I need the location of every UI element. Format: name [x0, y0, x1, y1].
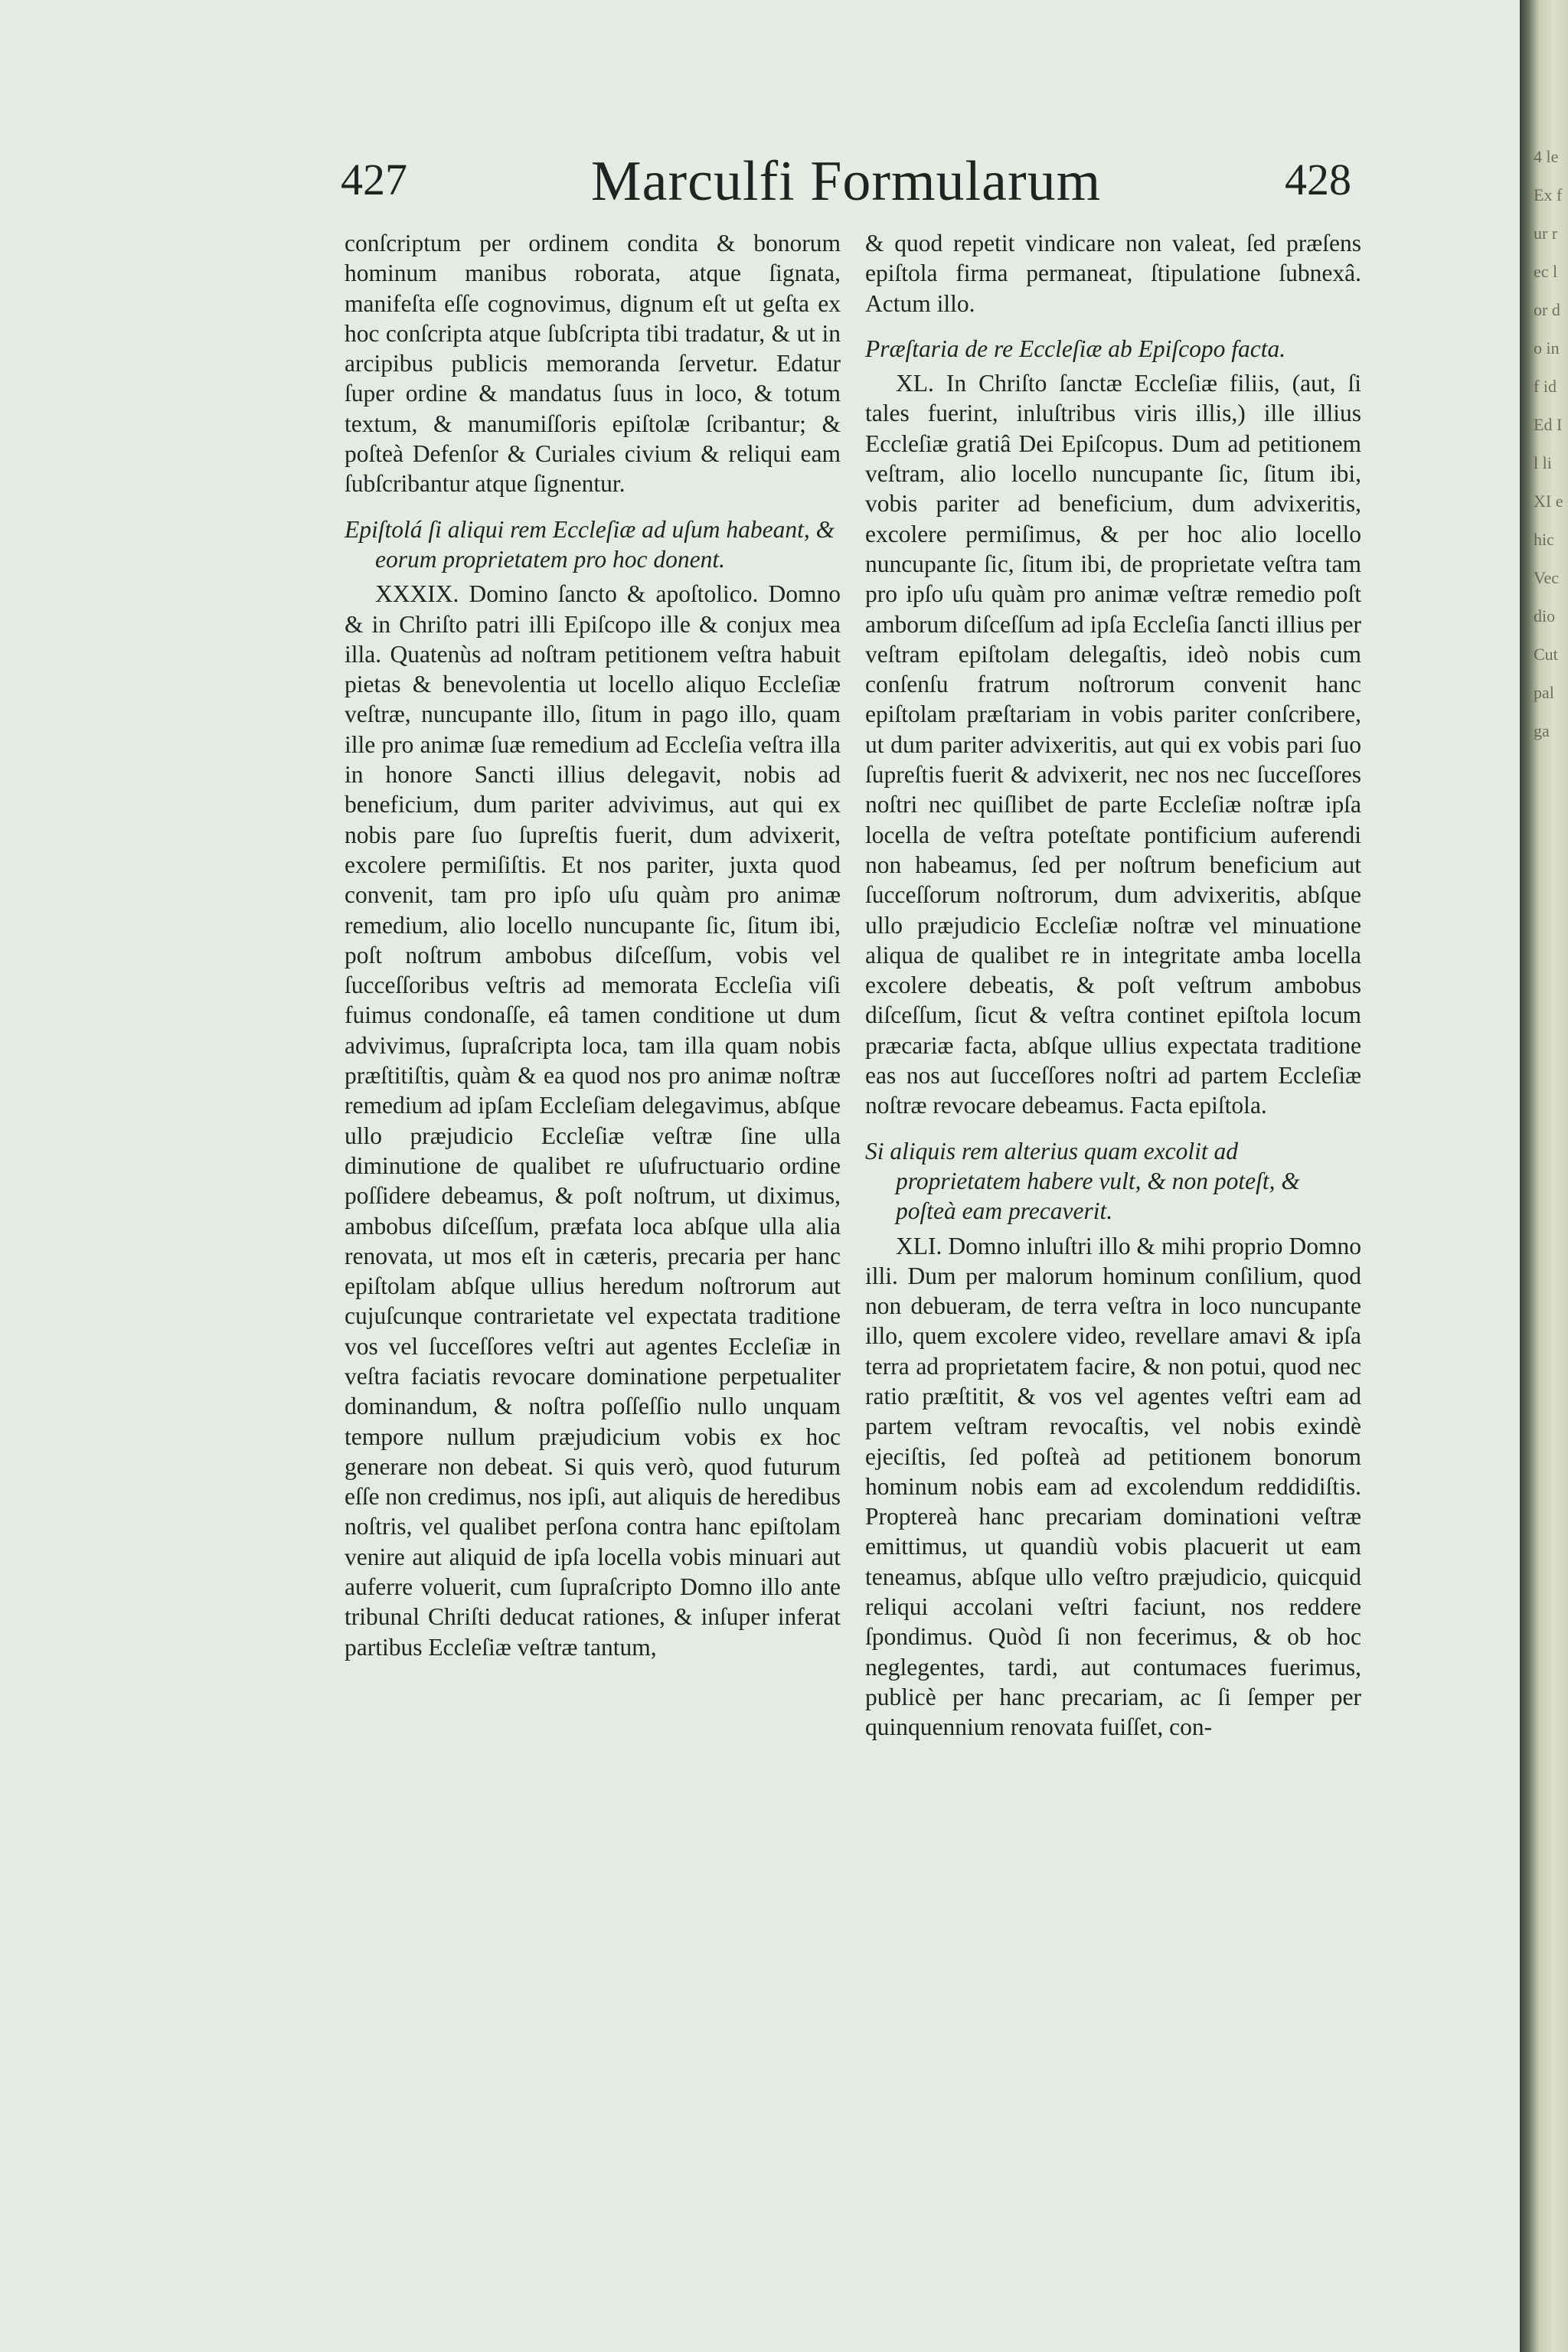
section-heading-39: Epiſtolá ſi aliqui rem Eccleſiæ ad uſum habeant, & eorum proprietatem pro hoc donent.	[345, 515, 835, 573]
facing-page-fragment-text: 4 le Ex fur rec lor do inf id Ed Il li XI ehic Vec dio Cut pal ga	[1534, 147, 1563, 740]
section-40-body: In Chriſto ſanctæ Eccleſiæ filiis, (aut, ſi tales fuerint, inluſtribus viris illis,) ille illius Eccleſiæ gratiâ Dei Epiſcopus. Dum ad petitionem veſtram, alio locello nuncupante ſic, ſitum ibi, vobis pariter ad beneficium, dum advixeritis, excolere permiſimus, & per hoc alio locello nuncupante ſic, ſitum ibi, de proprietate veſtra tam pro ipſo uſu quàm pro animæ veſtræ remedio poſt amborum diſceſſum ad ipſa Eccleſia ſancti illius per veſtram epiſtolam delegaſtis, ideò nobis cum conſenſu fratrum noſtrorum convenit hanc epiſtolam præſtariam in vobis pariter conſcribere, ut dum pariter advixeritis, aut qui ex vobis pari ſuo ſupreſtis fuerit & advixerit, nec nos nec ſucceſſores noſtri nec quiſlibet de parte Eccleſiæ noſtræ ipſa locella de veſtra poteſtate pontificium auferendi non habeamus, ſed per noſtrum beneficium aut ſucceſſorum noſtrorum, dum advixeritis, abſque ullo præjudicio Eccleſiæ noſtræ vel minuatione aliqua de qualibet re in integritate amba locella excolere debeatis, & poſt veſtrum ambobus diſceſſum, ſicut & veſtra continet epiſtola locum præcariæ facta, abſque ullius expectata traditione eas nos aut ſucceſſores noſtri ad partem Eccleſiæ noſtræ revocare debeamus. Facta epiſtola.	[865, 370, 1362, 1119]
section-40-text	[865, 368, 1361, 1120]
section-41-body: Domno inluſtri illo & mihi proprio Domno illi. Dum per malorum hominum conſilium, quod non debueram, de terra veſtra in loco nuncupante illo, quem excolere video, revellare amavi & ipſa terra ad proprietatem facire, & non potui, quod nec ratio præſtitit, & vos vel agentes veſtri eam ad partem veſtram revocaſtis, vel nobis exindè ejeciſtis, ſed poſteà ad petitionem bonorum hominum nobis eam ad excolendum reddidiſtis. Proptereà hanc precariam dominationi veſtræ emittimus, ut quandiù vobis placuerit ut eam teneamus, abſque ullo veſtro præjudicio, quicquid reliqui accolani veſtri faciunt, nos reddere ſpondimus. Quòd ſi non fecerimus, & ob hoc neglegentes, tardi, aut contumaces fuerimus, publicè per hanc precariam, ac ſi ſemper per quinquennium renovata fuiſſet, con-	[865, 1232, 1361, 1741]
section-39-body: Domino ſancto & apoſtolico. Domno & in Chriſto patri illi Epiſcopo ille & conjux mea illa. Quatenùs ad noſtram petitionem veſtra habuit pietas & benevolentia ut locello aliquo Eccleſiæ veſtræ, nuncupante illo, ſitum in pago illo, quam ille pro animæ ſuæ remedium ad Eccleſia veſtra illa in honore Sancti illius delegavit, nobis ad beneficium, dum pariter advivimus, aut qui ex nobis pare ſuo ſupreſtis fuerit, dum advixerit, excolere permiſiſtis. Et nos pariter, juxta quod convenit, tam pro ipſo uſu quàm pro animæ remedium, alio locello nuncupante ſic, ſitum ibi, poſt noſtrum ambobus diſceſſum, vobis vel ſucceſſoribus veſtris ad memorata Eccleſia viſi fuimus condonaſſe, eâ tamen conditione ut dum advivimus, ſupraſcripta loca, tam illa quam nobis præſtitiſtis, quàm & ea quod nos pro animæ noſtræ remedium ad ipſam Eccleſiam delegavimus, abſque ullo præjudicio Eccleſiæ veſtræ ſine ulla diminutione de qualibet re uſufructuario ordine poſſidere debeamus, & poſt noſtrum, ut diximus, ambobus diſceſſum, præfata loca abſque ulla alia renovata, ut mos eſt in cæteris, precaria per hanc epiſtolam abſque ullius heredum noſtrorum aut cujuſcunque contrarietate vel expectata traditione vos vel ſucceſſores veſtri aut agentes Eccleſiæ in veſtra faciatis revocare dominatione perpetualiter dominandum, & noſtra poſſeſſio nullo unquam tempore nullum præjudicium vobis ex hoc generare non debeat. Si quis verò, quod futurum eſſe non credimus, nos ipſi, aut aliquis de heredibus noſtris, vel qualibet perſona contra hanc epiſtolam venire aut aliquid de ipſa locella vobis minuari aut auferre voluerit, cum ſupraſcripto Domno illo ante tribunal Chriſti deducat rationes, & inſuper inferat partibus Eccleſiæ veſtræ tantum,	[345, 580, 841, 1661]
section-heading-40: Præſtaria de re Eccleſiæ ab Epiſcopo facta.	[865, 335, 1286, 362]
paragraph-continuation-right: & quod repetit vindicare non valeat, ſed præſens epiſtola firma permaneat, ſtipulatione ſubnexâ. Actum illo.	[865, 230, 1361, 317]
right-column	[865, 228, 1361, 1743]
section-number-39: XXXIX.	[375, 580, 459, 608]
section-number-40: XL.	[896, 370, 934, 397]
paragraph-continuation: conſcriptum per ordinem condita & bonorum hominum manibus roborata, atque ſignata, manifeſta eſſe cognovimus, dignum eſt ut geſta ex hoc conſcripta atque ſubſcripta tibi tradatur, & ut in arcipibus publicis memoranda ſervetur. Edatur ſuper ordine & mandatus ſuus in loco, & totum textum, & manumiſſoris epiſtolæ ſcribantur; & poſteà Defenſor & Curiales civium & reliqui eam ſubſcribantur atque ſignentur.	[345, 230, 841, 498]
section-heading-41: Si aliquis rem alterius quam excolit ad proprietatem habere vult, & non poteſt, & poſteà eam precaverit.	[865, 1137, 1300, 1225]
page-number-left: 427	[341, 155, 407, 204]
section-41-text	[865, 1231, 1361, 1743]
facing-page-gutter	[1520, 0, 1568, 2352]
page-header	[341, 149, 1351, 218]
section-39-text	[345, 579, 841, 1662]
page-number-right: 428	[1285, 155, 1351, 204]
left-column	[345, 228, 841, 1662]
running-title: Marculfi Formularum	[590, 150, 1102, 213]
section-number-41: XLI.	[896, 1232, 942, 1259]
